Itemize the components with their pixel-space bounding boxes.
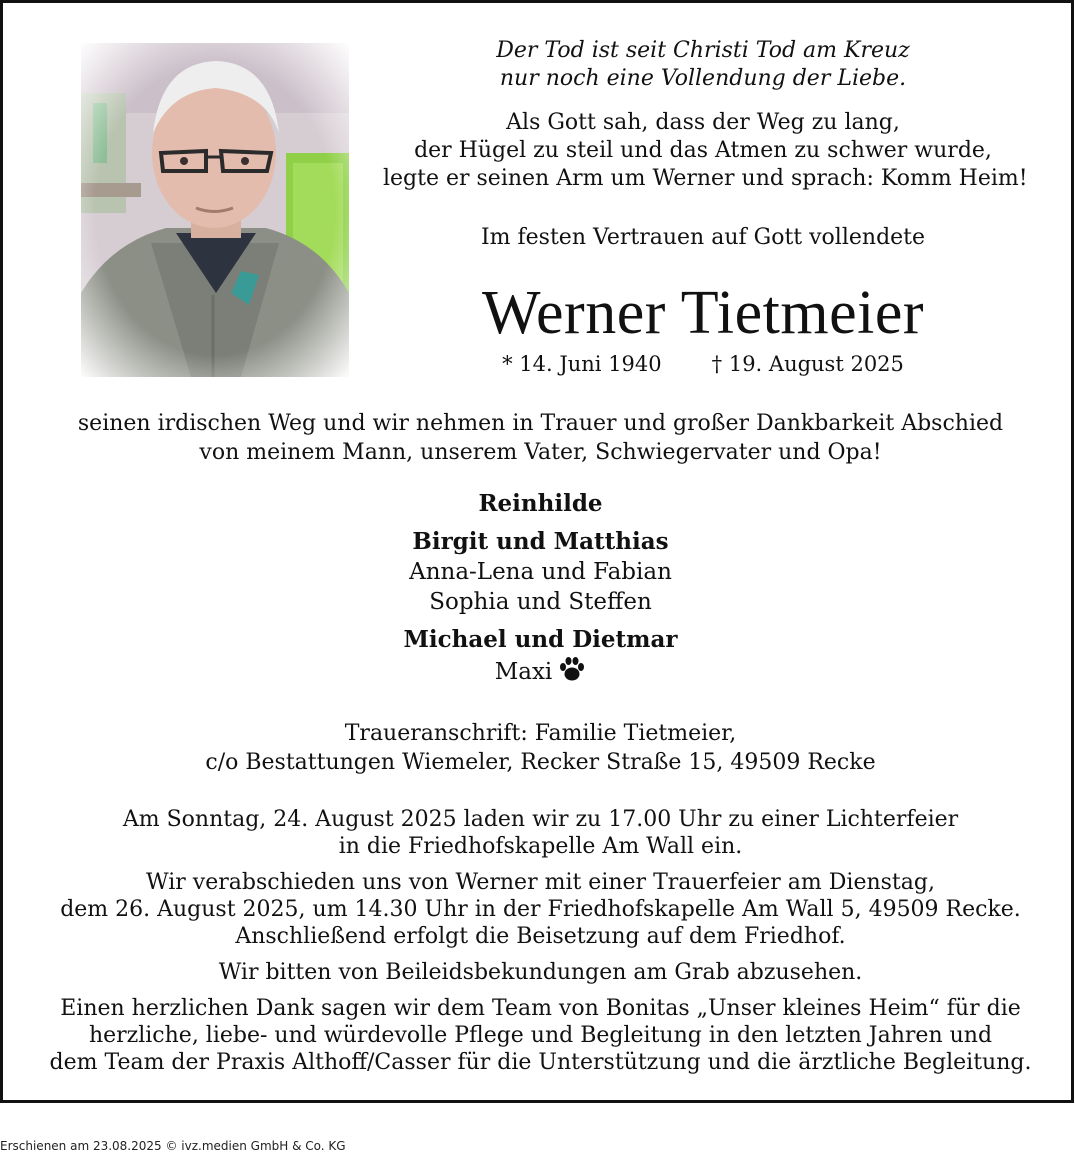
mourner-wife: Reinhilde — [478, 490, 603, 517]
funeral-line-1: Wir verabschieden uns von Werner mit einer Trauerfeier am Dienstag, — [146, 870, 935, 895]
paw-icon — [558, 655, 586, 683]
poem-line-1: Als Gott sah, dass der Weg zu lang, — [506, 110, 900, 135]
thanks-line-1: Einen herzlichen Dank sagen wir dem Team von Bonitas „Unser kleines Heim“ für die — [60, 996, 1021, 1021]
funeral-line-2: dem 26. August 2025, um 14.30 Uhr in der Friedhofskapelle Am Wall 5, 49509 Recke. — [60, 897, 1021, 922]
condolence-note: Wir bitten von Beileidsbekundungen am Grab abzusehen. — [218, 960, 863, 985]
poem-line-3: legte er seinen Arm um Werner und sprach: Komm Heim! — [383, 166, 1028, 191]
mourner-group-1-child-2: Sophia und Steffen — [429, 589, 652, 615]
deceased-name: Werner Tietmeier — [481, 279, 925, 347]
life-dates — [383, 350, 1023, 378]
intro-line: Im festen Vertrauen auf Gott vollendete — [480, 225, 926, 250]
mourner-group-2-head: Michael und Dietmar — [403, 626, 678, 653]
poem-line-2: der Hügel zu steil und das Atmen zu schwer wurde, — [414, 138, 992, 163]
poem — [383, 109, 1028, 193]
address-line-2: c/o Bestattungen Wiemeler, Recker Straße 15, 49509 Recke — [205, 750, 876, 775]
funeral-line-3: Anschließend erfolgt die Beisetzung auf dem Friedhof. — [235, 924, 846, 949]
farewell-line-2: von meinem Mann, unserem Vater, Schwiegervater und Opa! — [199, 440, 882, 465]
pet-name: Maxi — [494, 659, 553, 685]
publication-footer: Erschienen am 23.08.2025 © ivz.medien GmbH & Co. KG — [0, 1139, 346, 1153]
farewell-text — [3, 409, 1075, 467]
mourner-group-1-child-1: Anna-Lena und Fabian — [409, 559, 672, 585]
birth-date: * 14. Juni 1940 — [502, 352, 662, 376]
bible-quote — [383, 37, 1023, 93]
mourner-group-1-head: Birgit und Matthias — [412, 528, 669, 555]
mourner-pet — [3, 655, 1075, 687]
service-info — [3, 806, 1075, 1076]
death-date: † 19. August 2025 — [711, 352, 904, 376]
quote-line-1: Der Tod ist seit Christi Tod am Kreuz — [496, 38, 910, 63]
vigil-line-1: Am Sonntag, 24. August 2025 laden wir zu 17.00 Uhr zu einer Lichterfeier — [122, 807, 959, 832]
address-line-1: Traueranschrift: Familie Tietmeier, — [344, 721, 737, 746]
quote-line-2: nur noch eine Vollendung der Liebe. — [499, 66, 907, 91]
portrait-photo — [81, 43, 349, 377]
mourners-list — [3, 489, 1075, 687]
mourning-address — [3, 719, 1075, 777]
thanks-line-2: herzliche, liebe- und würdevolle Pflege und Begleitung in den letzten Jahren und — [88, 1023, 993, 1048]
farewell-line-1: seinen irdischen Weg und wir nehmen in Trauer und großer Dankbarkeit Abschied — [77, 411, 1004, 436]
vigil-line-2: in die Friedhofskapelle Am Wall ein. — [338, 834, 743, 859]
thanks-line-3: dem Team der Praxis Althoff/Casser für die Unterstützung und die ärztliche Begleitung. — [49, 1050, 1032, 1075]
